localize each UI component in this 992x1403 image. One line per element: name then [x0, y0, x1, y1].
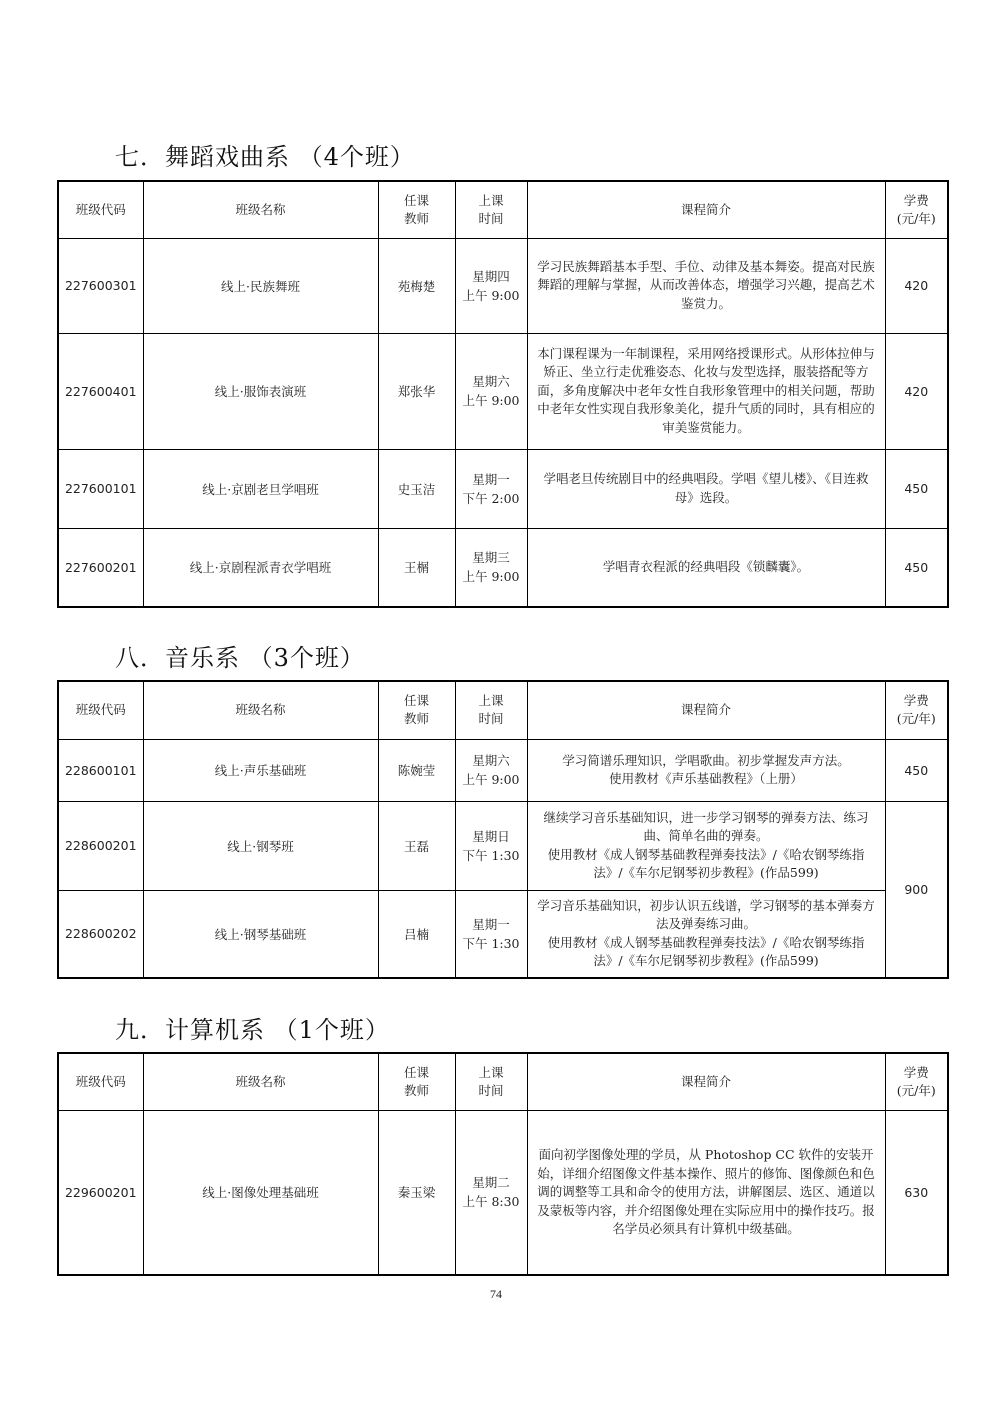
class-code: 229600201 [58, 1110, 143, 1275]
table-header-row [58, 681, 948, 739]
course-description: 本门课程课为一年制课程，采用网络授课形式。从形体拉伸与矫正、坐立行走优雅姿态、化妆与发型选择，服装搭配等方面，多角度解决中老年女性自我形象管理中的相关问题，帮助中老年女性实现自我形象美化，提升气质的同时，具有相应的审美鉴赏能力。 [527, 333, 885, 449]
fee: 420 [885, 238, 948, 333]
table-row [58, 528, 948, 607]
header-code: 班级代码 [58, 181, 143, 238]
header-teacher: 任课 教师 [378, 681, 455, 739]
course-description: 学唱青衣程派的经典唱段《锁麟囊》。 [527, 528, 885, 607]
class-code: 227600201 [58, 528, 143, 607]
table-row [58, 890, 948, 978]
music-course-table [57, 680, 949, 979]
course-description: 继续学习音乐基础知识，进一步学习钢琴的弹奏方法、练习曲、简单名曲的弹奏。 使用教材《成人钢琴基础教程弹奏技法》/《哈农钢琴练指法》/《车尔尼钢琴初步教程》(作品599) [527, 801, 885, 890]
header-name: 班级名称 [143, 1053, 378, 1110]
course-description: 学习音乐基础知识，初步认识五线谱，学习钢琴的基本弹奏方法及弹奏练习曲。 使用教材《成人钢琴基础教程弹奏技法》/《哈农钢琴练指法》/《车尔尼钢琴初步教程》(作品599) [527, 890, 885, 978]
class-code: 228600201 [58, 801, 143, 890]
header-name: 班级名称 [143, 681, 378, 739]
header-code: 班级代码 [58, 681, 143, 739]
class-code: 227600301 [58, 238, 143, 333]
course-description: 学习民族舞蹈基本手型、手位、动律及基本舞姿。提高对民族舞蹈的理解与掌握，从而改善体态，增强学习兴趣，提高艺术鉴赏力。 [527, 238, 885, 333]
table-row [58, 449, 948, 528]
page-number: 74 [490, 1287, 502, 1301]
section-title-computer: 九．计算机系 （1个班） [115, 1016, 390, 1044]
course-description: 学习简谱乐理知识，学唱歌曲。初步掌握发声方法。 使用教材《声乐基础教程》（上册） [527, 739, 885, 801]
header-fee: 学费 (元/年) [885, 681, 948, 739]
table-row [58, 1110, 948, 1275]
teacher: 吕楠 [378, 890, 455, 978]
class-code: 228600101 [58, 739, 143, 801]
table-row [58, 333, 948, 449]
class-time: 星期一 下午 2:00 [455, 449, 527, 528]
class-time: 星期二 上午 8:30 [455, 1110, 527, 1275]
teacher: 史玉洁 [378, 449, 455, 528]
class-name: 线上·京剧老旦学唱班 [143, 449, 378, 528]
teacher: 苑梅楚 [378, 238, 455, 333]
class-time: 星期四 上午 9:00 [455, 238, 527, 333]
teacher: 秦玉梁 [378, 1110, 455, 1275]
table-row [58, 801, 948, 890]
class-time: 星期日 下午 1:30 [455, 801, 527, 890]
fee: 420 [885, 333, 948, 449]
class-code: 228600202 [58, 890, 143, 978]
class-name: 线上·钢琴班 [143, 801, 378, 890]
class-name: 线上·图像处理基础班 [143, 1110, 378, 1275]
class-time: 星期一 下午 1:30 [455, 890, 527, 978]
course-description: 学唱老旦传统剧目中的经典唱段。学唱《望儿楼》、《目连救母》选段。 [527, 449, 885, 528]
class-name: 线上·声乐基础班 [143, 739, 378, 801]
dance-course-table [57, 180, 949, 608]
class-name: 线上·京剧程派青衣学唱班 [143, 528, 378, 607]
header-teacher: 任课 教师 [378, 181, 455, 238]
section-title-dance: 七．舞蹈戏曲系 （4个班） [115, 143, 415, 171]
section-title-music: 八．音乐系 （3个班） [115, 644, 365, 672]
header-name: 班级名称 [143, 181, 378, 238]
teacher: 王磊 [378, 801, 455, 890]
fee: 900 [885, 801, 948, 978]
class-code: 227600101 [58, 449, 143, 528]
teacher: 王榍 [378, 528, 455, 607]
header-fee: 学费 (元/年) [885, 1053, 948, 1110]
header-fee: 学费 (元/年) [885, 181, 948, 238]
table-header-row [58, 1053, 948, 1110]
header-time: 上课 时间 [455, 1053, 527, 1110]
table-row [58, 238, 948, 333]
fee: 630 [885, 1110, 948, 1275]
teacher: 陈婉莹 [378, 739, 455, 801]
header-time: 上课 时间 [455, 181, 527, 238]
table-row [58, 739, 948, 801]
header-code: 班级代码 [58, 1053, 143, 1110]
computer-course-table [57, 1052, 949, 1276]
class-name: 线上·钢琴基础班 [143, 890, 378, 978]
teacher: 郑张华 [378, 333, 455, 449]
table-header-row [58, 181, 948, 238]
class-time: 星期六 上午 9:00 [455, 739, 527, 801]
fee: 450 [885, 449, 948, 528]
class-time: 星期三 上午 9:00 [455, 528, 527, 607]
course-description: 面向初学图像处理的学员，从 Photoshop CC 软件的安装开始，详细介绍图像文件基本操作、照片的修饰、图像颜色和色调的调整等工具和命令的使用方法，讲解图层、选区、通道以及蒙板等内容，并介绍图像处理在实际应用中的操作技巧。报名学员必须具有计算机中级基础。 [527, 1110, 885, 1275]
header-time: 上课 时间 [455, 681, 527, 739]
class-name: 线上·服饰表演班 [143, 333, 378, 449]
fee: 450 [885, 528, 948, 607]
header-desc: 课程简介 [527, 181, 885, 238]
header-teacher: 任课 教师 [378, 1053, 455, 1110]
class-name: 线上·民族舞班 [143, 238, 378, 333]
class-code: 227600401 [58, 333, 143, 449]
header-desc: 课程简介 [527, 681, 885, 739]
header-desc: 课程简介 [527, 1053, 885, 1110]
fee: 450 [885, 739, 948, 801]
class-time: 星期六 上午 9:00 [455, 333, 527, 449]
